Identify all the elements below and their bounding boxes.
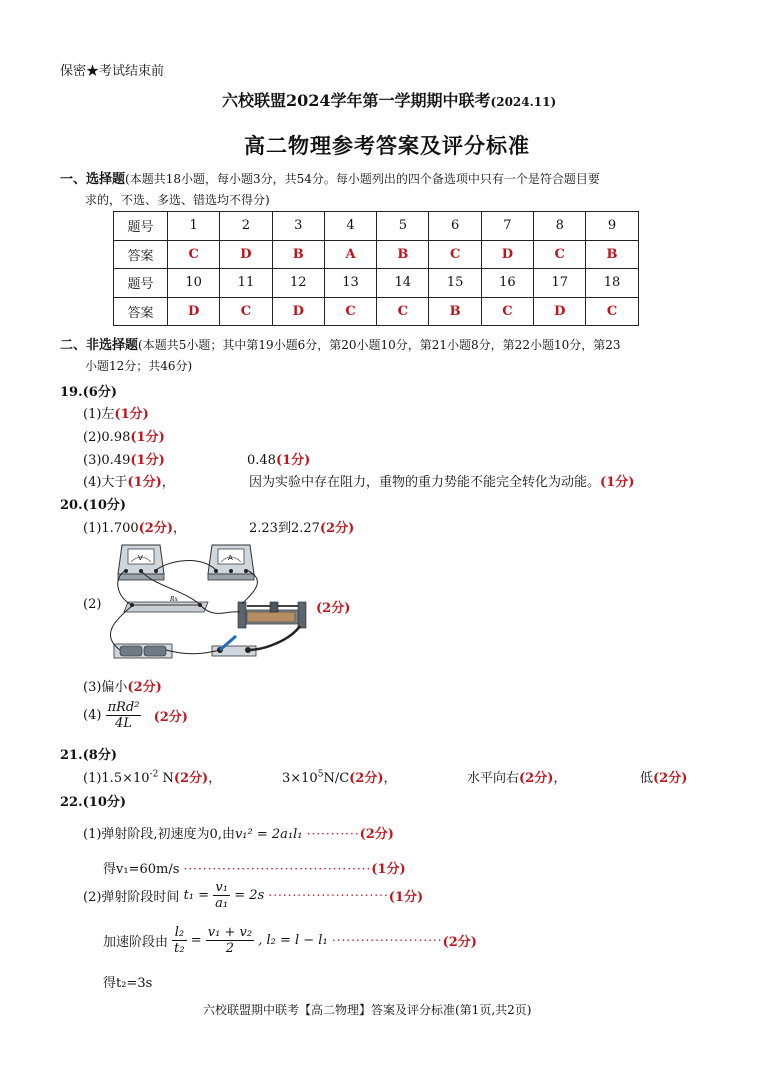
table-cell: 15 [429, 269, 481, 298]
answer-cell: D [272, 297, 324, 326]
q21-a2-value: 3×10 [282, 771, 318, 786]
table-row [114, 212, 639, 241]
leader-dots: ······································· [183, 862, 372, 876]
q22-l1-score: (2分) [359, 827, 394, 842]
table-cell: 9 [586, 212, 638, 241]
answer-cell: D [220, 240, 272, 269]
q19-score: (6分) [82, 385, 117, 400]
q19-p3b-score: (1分) [275, 453, 311, 468]
q21-number: 21. [60, 748, 83, 763]
answer-cell: B [272, 240, 324, 269]
q22-number: 22. [60, 795, 83, 810]
table-cell: 12 [272, 269, 324, 298]
q20-part1 [83, 517, 186, 536]
answer-cell: C [534, 240, 586, 269]
q21-comma: ， [383, 771, 397, 786]
exam-title [222, 88, 556, 111]
q21-a4-value: 低 [640, 771, 654, 786]
q19-p2-answer: (2)0.98 [83, 430, 131, 445]
switch-icon [212, 636, 256, 656]
answer-cell: D [534, 297, 586, 326]
q20-score: (10分) [82, 498, 127, 513]
q19-part4 [83, 471, 175, 490]
formula-numerator: πRd² [107, 700, 140, 715]
answer-cell: B [586, 240, 638, 269]
q19-part2 [83, 426, 165, 445]
q22-l2-text: 得v₁=60m/s [103, 862, 180, 877]
q21-a1-score: (2分) [173, 771, 209, 786]
table-cell: 11 [220, 269, 272, 298]
q19-p1-score: (1分) [114, 407, 149, 422]
q22-line5: 得t₂=3s [103, 976, 153, 991]
q22-l3-rhs: = 2s [234, 888, 265, 903]
q20-p1b-answer: 2.23到2.27 [249, 521, 320, 536]
answer-cell: B [429, 297, 481, 326]
q19-p4-score: (1分) [127, 475, 162, 490]
answer-table [113, 211, 639, 326]
q20-p1b-score: (2分) [319, 521, 355, 536]
q21-a1-value: (1)1.5×10 [83, 771, 150, 786]
q20-p2-score: (2分) [316, 601, 351, 616]
formula-denominator: t₂ [174, 941, 185, 956]
q21-title [60, 744, 117, 763]
q21-a2-unit: N/C [323, 771, 350, 786]
q21-a2-score: (2分) [349, 771, 384, 786]
q22-l4-rest: , l₂ = l − l₁ [258, 933, 328, 948]
q22-line4 [103, 925, 477, 956]
q19-number: 19. [60, 385, 83, 400]
q22-l4-text: 加速阶段由 [103, 935, 169, 950]
section2-desc-2: 小题12分；共46分) [85, 359, 193, 373]
q21-part2 [282, 767, 397, 786]
q21-part1 [83, 767, 221, 786]
table-cell: 2 [220, 212, 272, 241]
q22-title [60, 791, 126, 810]
q22-line3 [83, 880, 423, 911]
formula-denominator: a₁ [215, 896, 229, 911]
answer-cell: C [481, 297, 533, 326]
section1-desc: (本题共18小题，每小题3分，共54分。每小题列出的四个备选项中只有一个是符合题目要 [125, 172, 600, 186]
table-cell: 10 [168, 269, 220, 298]
q21-score: (8分) [82, 748, 117, 763]
leader-dots: ······················· [331, 933, 443, 948]
circuit-diagram [100, 540, 315, 665]
q19-part4b [249, 471, 634, 490]
table-cell: 7 [481, 212, 533, 241]
q21-a3-score: (2分) [519, 771, 554, 786]
table-cell: 14 [377, 269, 429, 298]
q19-p3-answer: (3)0.49 [83, 453, 131, 468]
table-cell: 8 [534, 212, 586, 241]
section2-heading: 二、非选择题 [60, 338, 139, 353]
answer-cell: C [429, 240, 481, 269]
q22-l1-text: (1)弹射阶段,初速度为0,由 [83, 827, 235, 842]
q20-part3 [83, 676, 162, 695]
confidential-label: 保密★考试结束前 [60, 64, 165, 79]
rheostat-icon [238, 602, 306, 628]
q22-line1 [83, 823, 394, 842]
table-cell: 18 [586, 269, 638, 298]
q22-line2 [103, 858, 406, 877]
ammeter-icon [208, 545, 254, 580]
q22-l3-text: (2)弹射阶段时间 [83, 890, 180, 905]
section1-heading-line [60, 168, 600, 187]
table-row [114, 297, 639, 326]
formula-numerator: v₁ + v₂ [207, 925, 253, 940]
answer-cell: C [586, 297, 638, 326]
table-cell: 6 [429, 212, 481, 241]
q20-p4-score: (2分) [153, 710, 188, 725]
q20-p1-score: (2分) [138, 521, 173, 536]
q22-l1-formula: v₁² = 2a₁l₁ [234, 827, 303, 842]
table-cell: 1 [168, 212, 220, 241]
answer-cell: C [168, 240, 220, 269]
formula-numerator: v₁ [213, 880, 230, 896]
formula-denominator: 2 [225, 941, 235, 956]
table-row [114, 269, 639, 298]
q19-p1-answer: (1)左 [83, 407, 115, 422]
q20-p3-answer: (3)偏小 [83, 680, 128, 695]
answer-cell: A [324, 240, 376, 269]
q20-part1b [249, 517, 354, 536]
exam-title-text: 六校联盟2024学年第一学期期中联考 [222, 91, 491, 110]
q20-p4-formula [106, 700, 142, 731]
answer-cell: C [220, 297, 272, 326]
q22-l4-fraction-2 [206, 925, 254, 956]
answer-cell: D [481, 240, 533, 269]
ammeter-label: A [228, 554, 233, 562]
table-label-answer: 答案 [114, 240, 168, 269]
q19-p4b-score: (1分) [600, 475, 635, 490]
battery-icon [114, 644, 172, 658]
q19-p4-answer: (4)大于 [83, 475, 128, 490]
q19-p3-score: (1分) [130, 453, 165, 468]
table-label-question: 题号 [114, 212, 168, 241]
q22-l2-score: (1分) [371, 862, 406, 877]
q22-l3-fraction [213, 880, 230, 911]
q19-title [60, 381, 117, 400]
section1-heading: 一、选择题 [60, 172, 126, 187]
q19-part3 [83, 449, 165, 468]
q19-part3b [247, 449, 310, 468]
q20-p3-score: (2分) [127, 680, 162, 695]
table-label-answer: 答案 [114, 297, 168, 326]
formula-denominator: 4L [115, 716, 132, 731]
q20-p1-answer: (1)1.700 [83, 521, 139, 536]
q21-a3-value: 水平向右 [467, 771, 520, 786]
q19-p4-comma: ， [161, 475, 175, 490]
q21-part3 [467, 767, 566, 786]
table-cell: 5 [377, 212, 429, 241]
doc-title: 高二物理参考答案及评分标准 [244, 133, 530, 158]
answer-cell: C [324, 297, 376, 326]
section2-heading-line [60, 334, 621, 353]
table-cell: 17 [534, 269, 586, 298]
page-footer: 六校联盟期中联考【高二物理】答案及评分标准(第1页,共2页) [203, 1003, 532, 1017]
q20-part2-label: (2) [83, 597, 102, 612]
answer-cell: C [377, 297, 429, 326]
voltmeter-label: V [138, 554, 143, 562]
q21-part4 [640, 767, 687, 786]
q22-l3-score: (1分) [388, 890, 424, 905]
q20-p1-comma: ， [173, 521, 187, 536]
q21-a2-exponent: 5 [317, 769, 324, 780]
leader-dots: ··········· [306, 827, 360, 841]
table-row [114, 240, 639, 269]
answer-cell: D [168, 297, 220, 326]
q21-a1-exponent: -2 [149, 769, 159, 780]
table-label-question: 题号 [114, 269, 168, 298]
q21-a4-score: (2分) [653, 771, 688, 786]
section2-desc: (本题共5小题；其中第19小题6分，第20小题10分，第21小题8分，第22小题10分，第23 [138, 338, 621, 352]
table-cell: 13 [324, 269, 376, 298]
q22-score: (10分) [82, 795, 127, 810]
rx-label: Rx [170, 596, 178, 603]
q19-part1 [83, 403, 149, 422]
q21-comma: ， [208, 771, 222, 786]
q21-a1-unit: N [158, 771, 174, 786]
resistor-rx-icon [124, 596, 208, 612]
table-cell: 4 [324, 212, 376, 241]
q19-p4b-answer: 因为实验中存在阻力，重物的重力势能不能完全转化为动能。 [249, 475, 601, 490]
q22-l4-eq: = [190, 933, 202, 948]
q22-l4-fraction-1 [172, 925, 186, 956]
voltmeter-icon [118, 545, 164, 580]
table-cell: 3 [272, 212, 324, 241]
q22-l3-lhs: t₁ = [183, 888, 210, 903]
q20-number: 20. [60, 498, 83, 513]
q19-p3b-answer: 0.48 [247, 453, 276, 468]
answer-cell: B [377, 240, 429, 269]
q20-title [60, 494, 126, 513]
exam-date: (2024.11) [490, 95, 557, 109]
leader-dots: ························· [268, 888, 389, 903]
q22-l4-score: (2分) [442, 935, 477, 950]
q20-part4 [83, 700, 188, 731]
q20-p4-label: (4) [83, 708, 102, 723]
table-cell: 16 [481, 269, 533, 298]
section1-desc-2: 求的，不选、多选、错选均不得分) [85, 193, 270, 207]
q19-p2-score: (1分) [130, 430, 165, 445]
q21-comma: ， [553, 771, 567, 786]
formula-numerator: l₂ [172, 925, 186, 941]
